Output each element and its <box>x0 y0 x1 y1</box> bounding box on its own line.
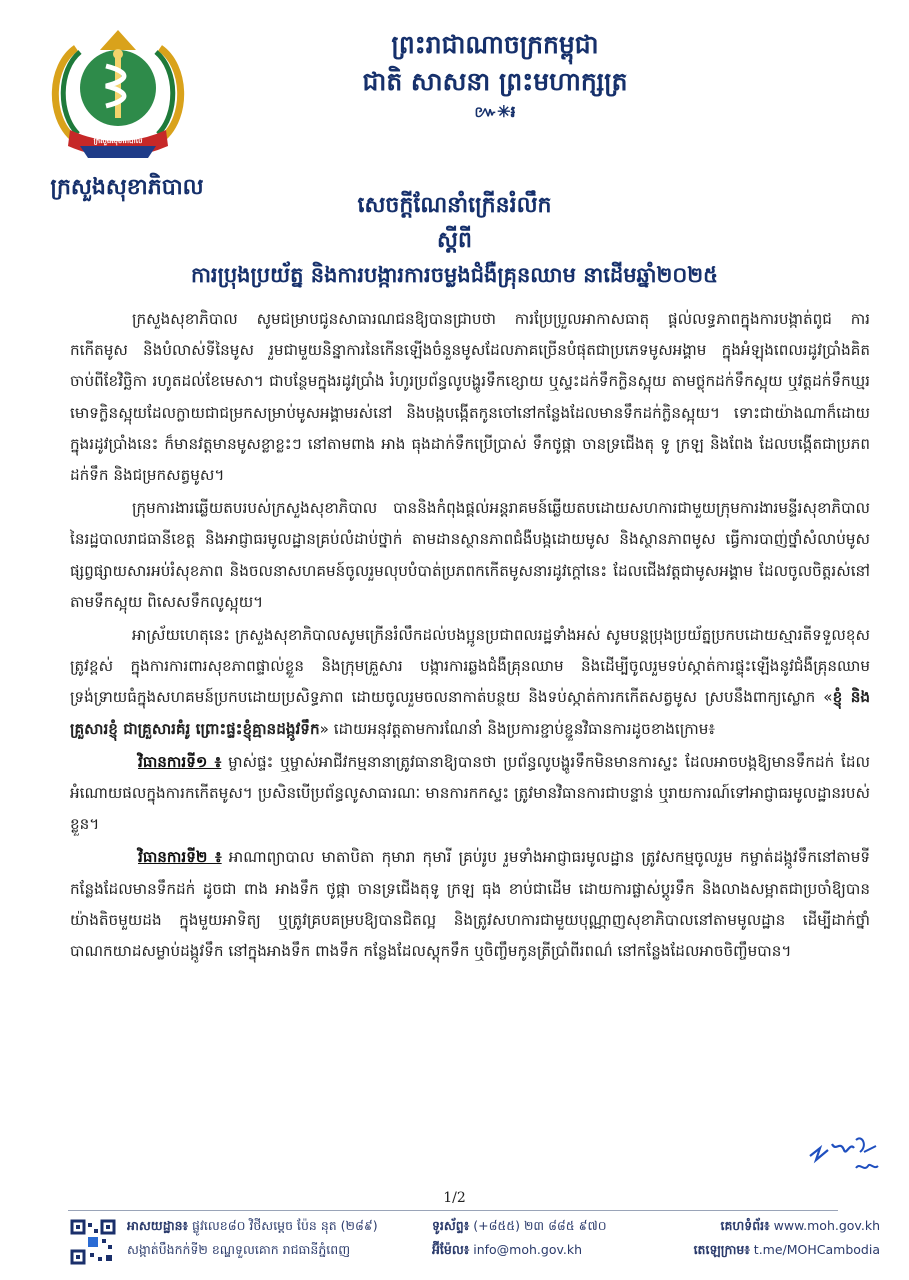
footer-divider <box>68 1210 838 1211</box>
motto-line: ជាតិ សាសនា ព្រះមហាក្សត្រ <box>362 67 628 96</box>
paragraph-2: ក្រុមការងារឆ្លើយតបរបស់ក្រសួងសុខាភិបាល បាននិងកំពុងផ្តល់អន្តរាគមន៍ឆ្លើយតបដោយសហការជាមួយក្រុមការងារមន្ទីរសុខាភិបាលនៃរដ្ឋបាលរាជធានីខេត្ត និងអាជ្ញាធរមូលដ្ឋានគ្រប់លំដាប់ថ្នាក់ តាមដានស្ថានភាពជំងឺបង្កដោយមូស និងស្ថានភាពមូស ធ្វើការបាញ់ថ្នាំសំលាប់មូស ផ្សព្វផ្សាយសារអប់រំសុខភាព និងចលនាសហគមន៍ចូលរួមលុបបំបាត់ប្រភពកកើតមូសនារដូវក្តៅនេះ ដែលជើងវត្តជាមូសអង្គាម ដែលចូលចិត្តរស់នៅតាមទឹកស្អុយ ពិសេសទឹកលូស្អុយ។ <box>70 499 870 611</box>
measure-2-text: អាណាព្យាបាល មាតាបិតា កុមារា កុមារី គ្រប់រូប រួមទាំងអាជ្ញាធរមូលដ្ឋាន ត្រូវសកម្មចូលរួម កម្ចាត់ដង្កូវទឹកនៅតាមទីកន្លែងដែលមានទឹកដក់ ដូចជា ពាង អាងទឹក ថូផ្កា ចានទ្រជើងតុទូ ក្រឡ ធុង ខាប់ជាដើម ដោយការផ្លាស់ប្តូរទឹក និងលាងសម្អាតជាប្រចាំឱ្យបានយ៉ាងតិចមួយដង ក្នុងមួយអាទិត្យ ឬត្រូវគ្របគម្របឱ្យបានជិតល្អ និងត្រូវសហការជាមួយបុណ្ណាញសុខាភិបាលនៅតាមមូលដ្ឋាន ដើម្បីដាក់ថ្នាំបាណកយាដសម្លាប់ដង្កូវទឹក នៅក្នុងអាងទឹក ពាងទឹក កន្លែងដែលស្តុកទឹក ឬចិញ្ចឹមកូនត្រីប្រាំពីរពណ៌ នៅកន្លែងដែលអាចចិញ្ចឹមបាន។ <box>70 848 870 961</box>
footer-web <box>668 1214 880 1262</box>
email-label: អ៊ីម៉ែល៖ <box>432 1242 470 1257</box>
footer-address-line-1 <box>127 1214 427 1238</box>
national-heading <box>250 28 740 122</box>
website-link[interactable]: www.moh.gov.kh <box>773 1218 880 1233</box>
kingdom-line: ព្រះរាជាណាចក្រកម្ពុជា <box>391 30 599 59</box>
footer-contact <box>432 1214 662 1262</box>
phone-label: ទូរស័ព្ទ៖ <box>432 1218 470 1233</box>
measure-2-label: វិធានការទី២ ៖ <box>138 848 222 867</box>
emblem-crown <box>100 30 136 50</box>
paragraph-3-end: » ដោយអនុវត្តតាមការណែនាំ និងប្រការខ្ជាប់ខ្ជួនវិធានការដូចខាងក្រោម៖ <box>319 719 716 738</box>
ministry-name: ក្រសួងសុខាភិបាល <box>50 175 204 200</box>
telegram-link[interactable]: t.me/MOHCambodia <box>753 1242 880 1257</box>
footer-telegram <box>668 1238 880 1262</box>
footer-website <box>668 1214 880 1238</box>
title-line-1: សេចក្តីណែនាំក្រើនរំលឹក <box>357 192 552 218</box>
measure-1-text: ម្ចាស់ផ្ទះ ឬម្ចាស់អាជីវកម្មនានាត្រូវធានាឱ្យបានថា ប្រព័ន្ធលូបង្ហូរទឹកមិនមានការស្ទះ ដែលអាចបង្កឱ្យមានទឹកដក់ ដែលអំណោយផលក្នុងការកកើតមូស។ ប្រសិនបើប្រព័ន្ធលូសាធារណៈ មានការកកស្ទះ ត្រូវមានវិធានការជាបន្ទាន់ ឬរាយការណ៍ទៅអាជ្ញាធរមូលដ្ឋានរបស់ខ្លួន។ <box>70 752 870 834</box>
footer-phone <box>432 1214 662 1238</box>
page-number: 1/2 <box>443 1190 466 1206</box>
laurel-left <box>55 48 80 138</box>
phone-number[interactable]: (+៨៥៥) ២៣ ៨៨៥ ៩៧០ <box>473 1218 607 1233</box>
measure-1 <box>70 747 870 841</box>
document-body <box>70 304 870 969</box>
footer-address <box>127 1214 427 1262</box>
logo-base <box>80 146 156 158</box>
title-line-3: ការប្រុងប្រយ័ត្ន និងការបង្ការការចម្លងជំងឺគ្រុនឈាម នាដើមឆ្នាំ២០២៥ <box>190 262 719 287</box>
address-line-1: ផ្លូវលេខ៨០ វិថីសម្តេច ប៉ែន នុត (២៨៩) <box>192 1218 378 1233</box>
website-label: គេហទំព័រ៖ <box>720 1218 770 1233</box>
slogan: ខ្ញុំ និងគ្រួសារខ្ញុំ ជាគ្រួសារគំរូ ព្រោះផ្ទះខ្ញុំគ្មានដង្កូវទឹក <box>70 688 870 738</box>
qr-code-icon <box>70 1219 116 1265</box>
telegram-label: តេឡេក្រាម៖ <box>693 1242 750 1257</box>
ornament-divider: ៚✳៛ <box>474 102 516 121</box>
address-label: អាសយដ្ឋាន៖ <box>127 1218 189 1233</box>
signature-initials <box>806 1122 884 1184</box>
paragraph-3-text: អាស្រ័យហេតុនេះ ក្រសួងសុខាភិបាលសូមក្រើនរំលឹកដល់បងប្អូនប្រជាពលរដ្ឋទាំងអស់ សូមបន្តប្រុងប្រយ័ត្នប្រកបដោយស្មារតីទទួលខុសត្រូវខ្ពស់ ក្នុងការការពារសុខភាពផ្ទាល់ខ្លួន និងក្រុមគ្រួសារ បង្ការការឆ្លងជំងឺគ្រុនឈាម និងដើម្បីចូលរួមទប់ស្កាត់ការផ្ទុះឡើងនូវជំងឺគ្រុនឈាមទ្រង់ទ្រាយធំក្នុងសហគមន៍ប្រកបដោយប្រសិទ្ធភាព ដោយចូលរួមចលនាកាត់បន្ថយ និងទប់ស្កាត់ការកកើតសត្វមូស ស្របនឹងពាក្យស្លោក « <box>70 626 870 707</box>
laurel-right <box>156 48 181 138</box>
paragraph-3 <box>70 620 870 745</box>
paragraph-1: ក្រសួងសុខាភិបាល សូមជម្រាបជូនសាធារណជនឱ្យបានជ្រាបថា ការប្រែប្រួលអាកាសធាតុ ផ្តល់លទ្ធភាពក្នុងការបង្កាត់ពូជ ការកកើតមូស និងបំលាស់ទីនៃមូស រួមជាមួយនិន្នាការនៃកើនឡើងចំនួនមូសដែលភាគច្រើនបំផុតជាប្រភេទមូសអង្គាម ក្នុងអំឡុងពេលរដូវប្រាំងគិតចាប់ពីខែវិច្ឆិកា រហូតដល់ខែមេសា។ ជាបន្ថែមក្នុងរដូវប្រាំង រំហូរប្រព័ន្ធលូបង្ហូរទឹកខ្សោយ ឬស្ទះដក់ទឹកក្លិនស្អុយ តាមថ្លុកដក់ទឹកស្អុយ ឬវត្តដក់ទឹកឃ្មរមោទក្លិនស្អុយដែលក្លាយជាជម្រកសម្រាប់មូសអង្គាមរស់នៅ និងបង្កបង្កើតកូនចៅនៅកន្លែងដែលមានទឹកដក់ក្លិនស្អុយ។ ទោះជាយ៉ាងណាក៏ដោយ ក្នុងរដូវប្រាំងនេះ ក៏មានវត្តមានមូសខ្លាខ្លះៗ នៅតាមពាង អាង ធុងដាក់ទឹកប្រើប្រាស់ ទឹកថូផ្កា ចានទ្រជើងតុ ទូ ក្រឡ និងពែង ដែលបង្កើតជាប្រភពដក់ទឹក និងជម្រកសត្វមូស។ <box>70 310 870 485</box>
title-line-2: ស្តីពី <box>437 227 472 253</box>
document-title <box>40 187 869 293</box>
measure-1-label: វិធានការទី១ ៖ <box>138 752 222 771</box>
footer-address-line-2: សង្កាត់បឹងកក់ទី២ ខណ្ឌទួលគោក រាជធានីភ្នំពេញ <box>127 1242 351 1257</box>
ministry-logo <box>18 26 218 176</box>
measure-2 <box>70 842 870 967</box>
footer-email <box>432 1238 662 1262</box>
logo-ribbon-text: ក្រសួងសុខាភិបាល <box>93 137 143 145</box>
email-link[interactable]: info@moh.gov.kh <box>473 1242 583 1257</box>
